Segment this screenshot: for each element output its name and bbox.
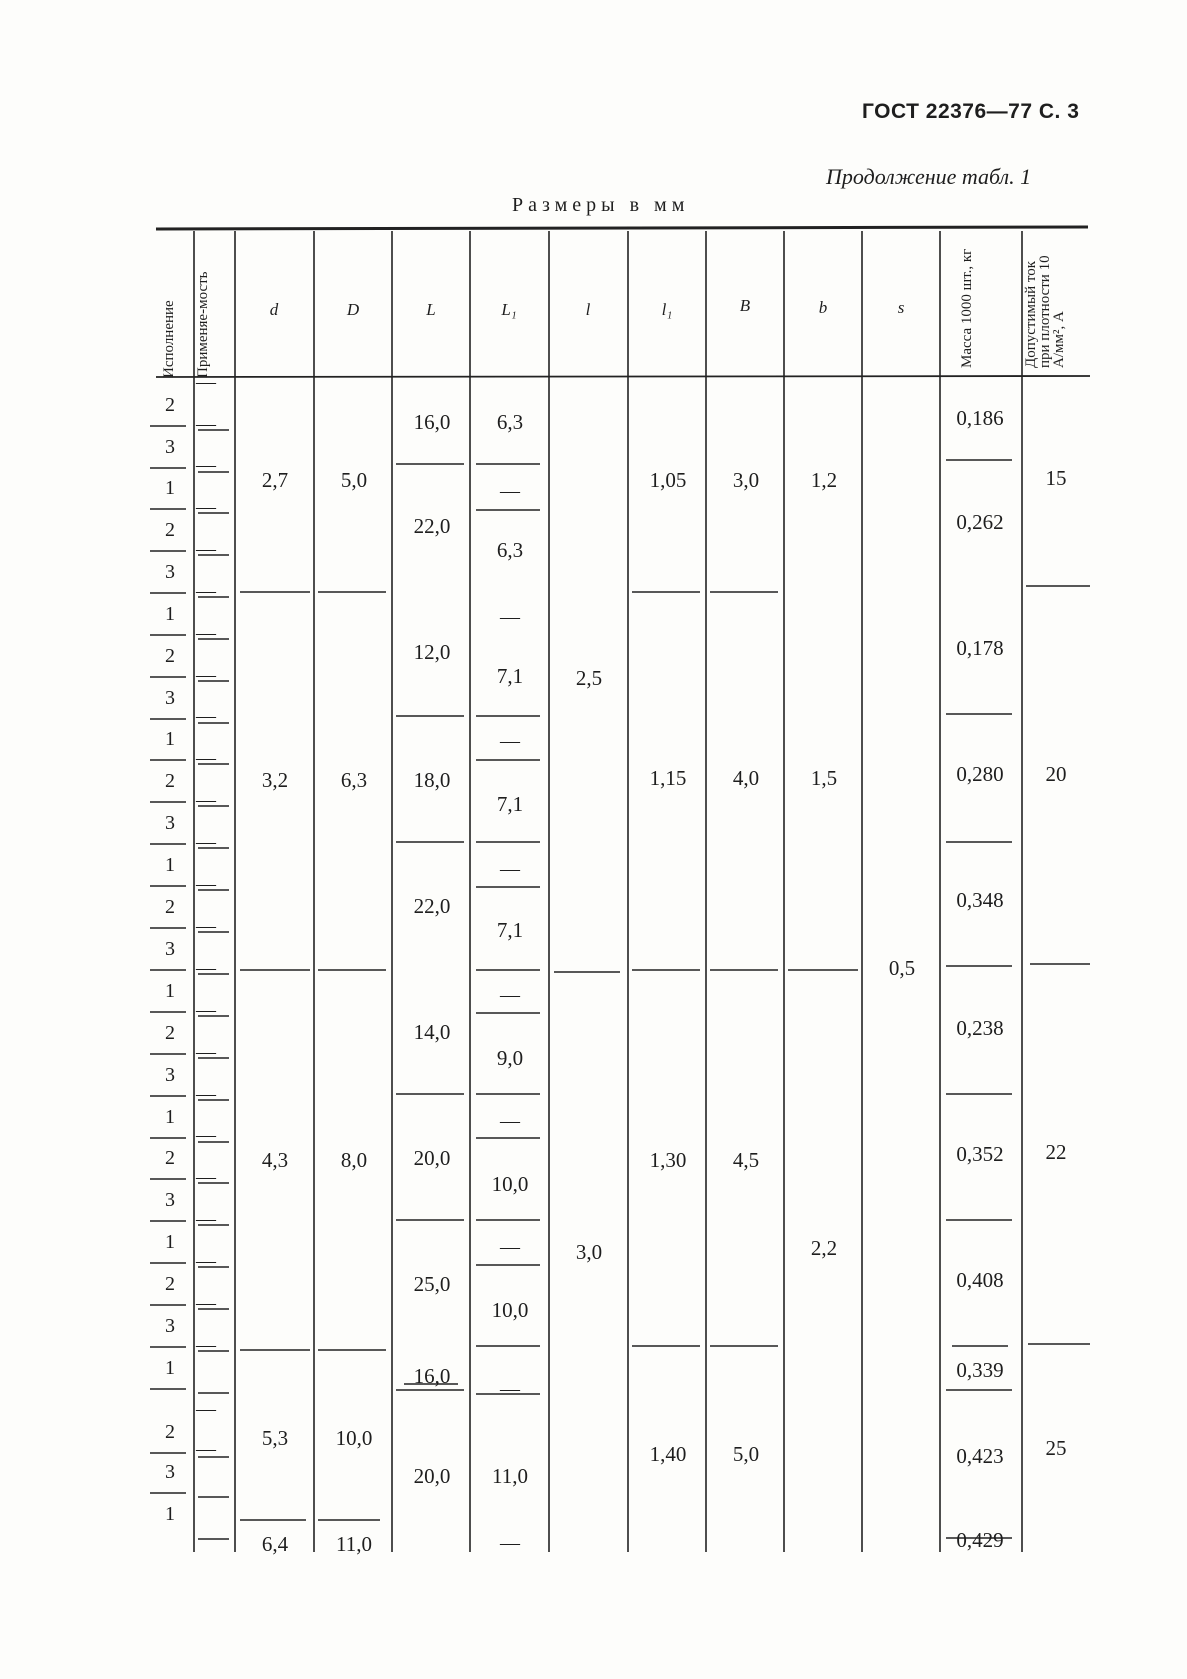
header-B: B [739, 296, 751, 315]
massa-cell: 0,339 [956, 1358, 1004, 1382]
B-cell: 3,0 [732, 468, 760, 492]
L-cell: 18,0 [413, 768, 451, 792]
primenyaemost-cell: — [196, 1334, 216, 1356]
ispolnenie-cell: 1 [165, 728, 175, 750]
primenyaemost-cell: — [196, 454, 216, 476]
primenyaemost-cell: — [196, 580, 216, 602]
ispolnenie-cell: 3 [165, 1064, 175, 1086]
primenyaemost-cell: — [196, 957, 216, 979]
ispolnenie-cell: 2 [165, 1421, 175, 1443]
ispolnenie-cell: 3 [165, 436, 175, 458]
primenyaemost-cell: — [196, 873, 216, 895]
units-caption: Размеры в мм [512, 194, 690, 216]
table-continuation-caption: Продолжение табл. 1 [826, 164, 1032, 189]
D-cell: 11,0 [336, 1532, 372, 1556]
primenyaemost-cell: — [196, 1208, 216, 1230]
ispolnenie-cell: 1 [165, 980, 175, 1002]
ispolnenie-cell: 2 [165, 1273, 175, 1295]
ispolnenie-cell: 3 [165, 561, 175, 583]
L-cell: 22,0 [413, 894, 451, 918]
ispolnenie-cell: 1 [165, 1503, 175, 1525]
d-cell: 5,3 [261, 1426, 289, 1450]
header-massa: Масса 1000 шт., кг [959, 248, 975, 368]
primenyaemost-cell: — [196, 789, 216, 811]
header-L1: L₁ [501, 300, 517, 319]
ispolnenie-cell: 3 [165, 1315, 175, 1337]
header-D: D [346, 300, 360, 319]
ispolnenie-cell: 1 [165, 603, 175, 625]
l-cell: 2,5 [575, 666, 603, 690]
ispolnenie-cell: 2 [165, 394, 175, 416]
L1-cell: 9,0 [496, 1046, 524, 1070]
massa-cell: 0,186 [956, 406, 1004, 430]
ispolnenie-cell: 2 [165, 896, 175, 918]
ispolnenie-cell: 3 [165, 812, 175, 834]
L1-cell: 10,0 [491, 1172, 529, 1196]
primenyaemost-cell: — [196, 538, 216, 560]
ispolnenie-cell: 3 [165, 938, 175, 960]
b-cell: 1,5 [810, 766, 838, 790]
L-cell: 16,0 [413, 1364, 451, 1388]
L-cell: 20,0 [413, 1146, 451, 1170]
primenyaemost-cell: — [196, 1438, 216, 1460]
primenyaemost-cell: — [196, 747, 216, 769]
ispolnenie-cell: 2 [165, 645, 175, 667]
massa-cell: 0,178 [956, 636, 1004, 660]
massa-cell: 0,280 [956, 762, 1004, 786]
primenyaemost-cell: — [196, 1041, 216, 1063]
B-cell: 4,0 [732, 766, 760, 790]
tok-cell: 25 [1045, 1436, 1067, 1460]
primenyaemost-cell: — [196, 1250, 216, 1272]
L1-dash-cell: — [500, 1110, 520, 1132]
primenyaemost-cell: — [196, 1398, 216, 1420]
L1-dash-cell: — [500, 480, 520, 502]
L1-cell: 10,0 [491, 1298, 529, 1322]
ispolnenie-cell: 1 [165, 1357, 175, 1379]
L1-cell: 7,1 [496, 664, 524, 688]
L-cell: 25,0 [413, 1272, 451, 1296]
massa-cell: 0,352 [956, 1142, 1004, 1166]
s-cell: 0,5 [888, 956, 916, 980]
L1-dash-cell: — [500, 984, 520, 1006]
B-cell: 5,0 [732, 1442, 760, 1466]
primenyaemost-cell: — [196, 413, 216, 435]
l1-cell: 1,15 [649, 766, 687, 790]
tok-cell: 20 [1045, 762, 1067, 786]
ispolnenie-cell: 2 [165, 519, 175, 541]
b-cell: 2,2 [810, 1236, 838, 1260]
primenyaemost-cell: — [196, 705, 216, 727]
primenyaemost-cell: — [196, 1292, 216, 1314]
ispolnenie-cell: 1 [165, 1106, 175, 1128]
L1-dash-cell: — [500, 1236, 520, 1258]
massa-cell: 0,348 [956, 888, 1004, 912]
massa-cell: 0,423 [956, 1444, 1004, 1468]
L1-cell: 6,3 [496, 538, 524, 562]
header-l: l [585, 300, 591, 319]
d-cell: 6,4 [261, 1532, 289, 1556]
L1-dash-cell: — [500, 606, 520, 628]
primenyaemost-cell: — [196, 664, 216, 686]
L-cell: 20,0 [413, 1464, 451, 1488]
page-header: ГОСТ 22376—77 С. 3 [862, 100, 1080, 123]
L1-dash-cell: — [500, 858, 520, 880]
header-L: L [426, 300, 436, 319]
L1-cell: 7,1 [496, 792, 524, 816]
primenyaemost-cell: — [196, 831, 216, 853]
primenyaemost-cell: — [196, 999, 216, 1021]
primenyaemost-cell: — [196, 371, 216, 393]
ispolnenie-cell: 2 [165, 1147, 175, 1169]
header-s: s [897, 298, 905, 317]
L1-cell: 11,0 [492, 1464, 528, 1488]
primenyaemost-cell: — [196, 1166, 216, 1188]
header-l1: l₁ [661, 300, 673, 319]
ispolnenie-cell: 1 [165, 854, 175, 876]
D-cell: 8,0 [340, 1148, 368, 1172]
primenyaemost-cell: — [196, 1124, 216, 1146]
L-cell: 14,0 [413, 1020, 451, 1044]
l1-cell: 1,05 [649, 468, 687, 492]
l1-cell: 1,40 [649, 1442, 687, 1466]
tok-cell: 22 [1045, 1140, 1067, 1164]
L-cell: 16,0 [413, 410, 451, 434]
ispolnenie-cell: 2 [165, 1022, 175, 1044]
l1-cell: 1,30 [649, 1148, 687, 1172]
L1-cell: 6,3 [496, 410, 524, 434]
d-cell: 4,3 [261, 1148, 289, 1172]
d-cell: 2,7 [261, 468, 289, 492]
header-tok: Допустимый ток при плотности 10 А/мм², А [1023, 255, 1067, 368]
tok-cell: 15 [1045, 466, 1067, 490]
D-cell: 5,0 [340, 468, 368, 492]
B-cell: 4,5 [732, 1148, 760, 1172]
D-cell: 10,0 [335, 1426, 373, 1450]
header-b: b [818, 298, 828, 317]
massa-cell: 0,429 [956, 1528, 1004, 1552]
header-primenyaemost: Применяе-мость [195, 271, 211, 378]
ispolnenie-cell: 1 [165, 1231, 175, 1253]
ispolnenie-cell: 3 [165, 687, 175, 709]
L1-dash-cell: — [500, 730, 520, 752]
header-ispolnenie: Исполнение [161, 300, 177, 378]
d-cell: 3,2 [261, 768, 289, 792]
L1-cell: 7,1 [496, 918, 524, 942]
D-cell: 6,3 [340, 768, 368, 792]
L-cell: 12,0 [413, 640, 451, 664]
L-cell: 22,0 [413, 514, 451, 538]
primenyaemost-cell: — [196, 915, 216, 937]
ispolnenie-cell: 1 [165, 477, 175, 499]
massa-cell: 0,238 [956, 1016, 1004, 1040]
L1-dash-cell: — [500, 1532, 520, 1554]
massa-cell: 0,262 [956, 510, 1004, 534]
header-d: d [269, 300, 279, 319]
primenyaemost-cell: — [196, 622, 216, 644]
ispolnenie-cell: 3 [165, 1461, 175, 1483]
L1-dash-cell: — [500, 1378, 520, 1400]
massa-cell: 0,408 [956, 1268, 1004, 1292]
b-cell: 1,2 [810, 468, 838, 492]
primenyaemost-cell: — [196, 496, 216, 518]
primenyaemost-cell: — [196, 1083, 216, 1105]
ispolnenie-cell: 2 [165, 770, 175, 792]
ispolnenie-cell: 3 [165, 1189, 175, 1211]
l-cell: 3,0 [575, 1240, 603, 1264]
